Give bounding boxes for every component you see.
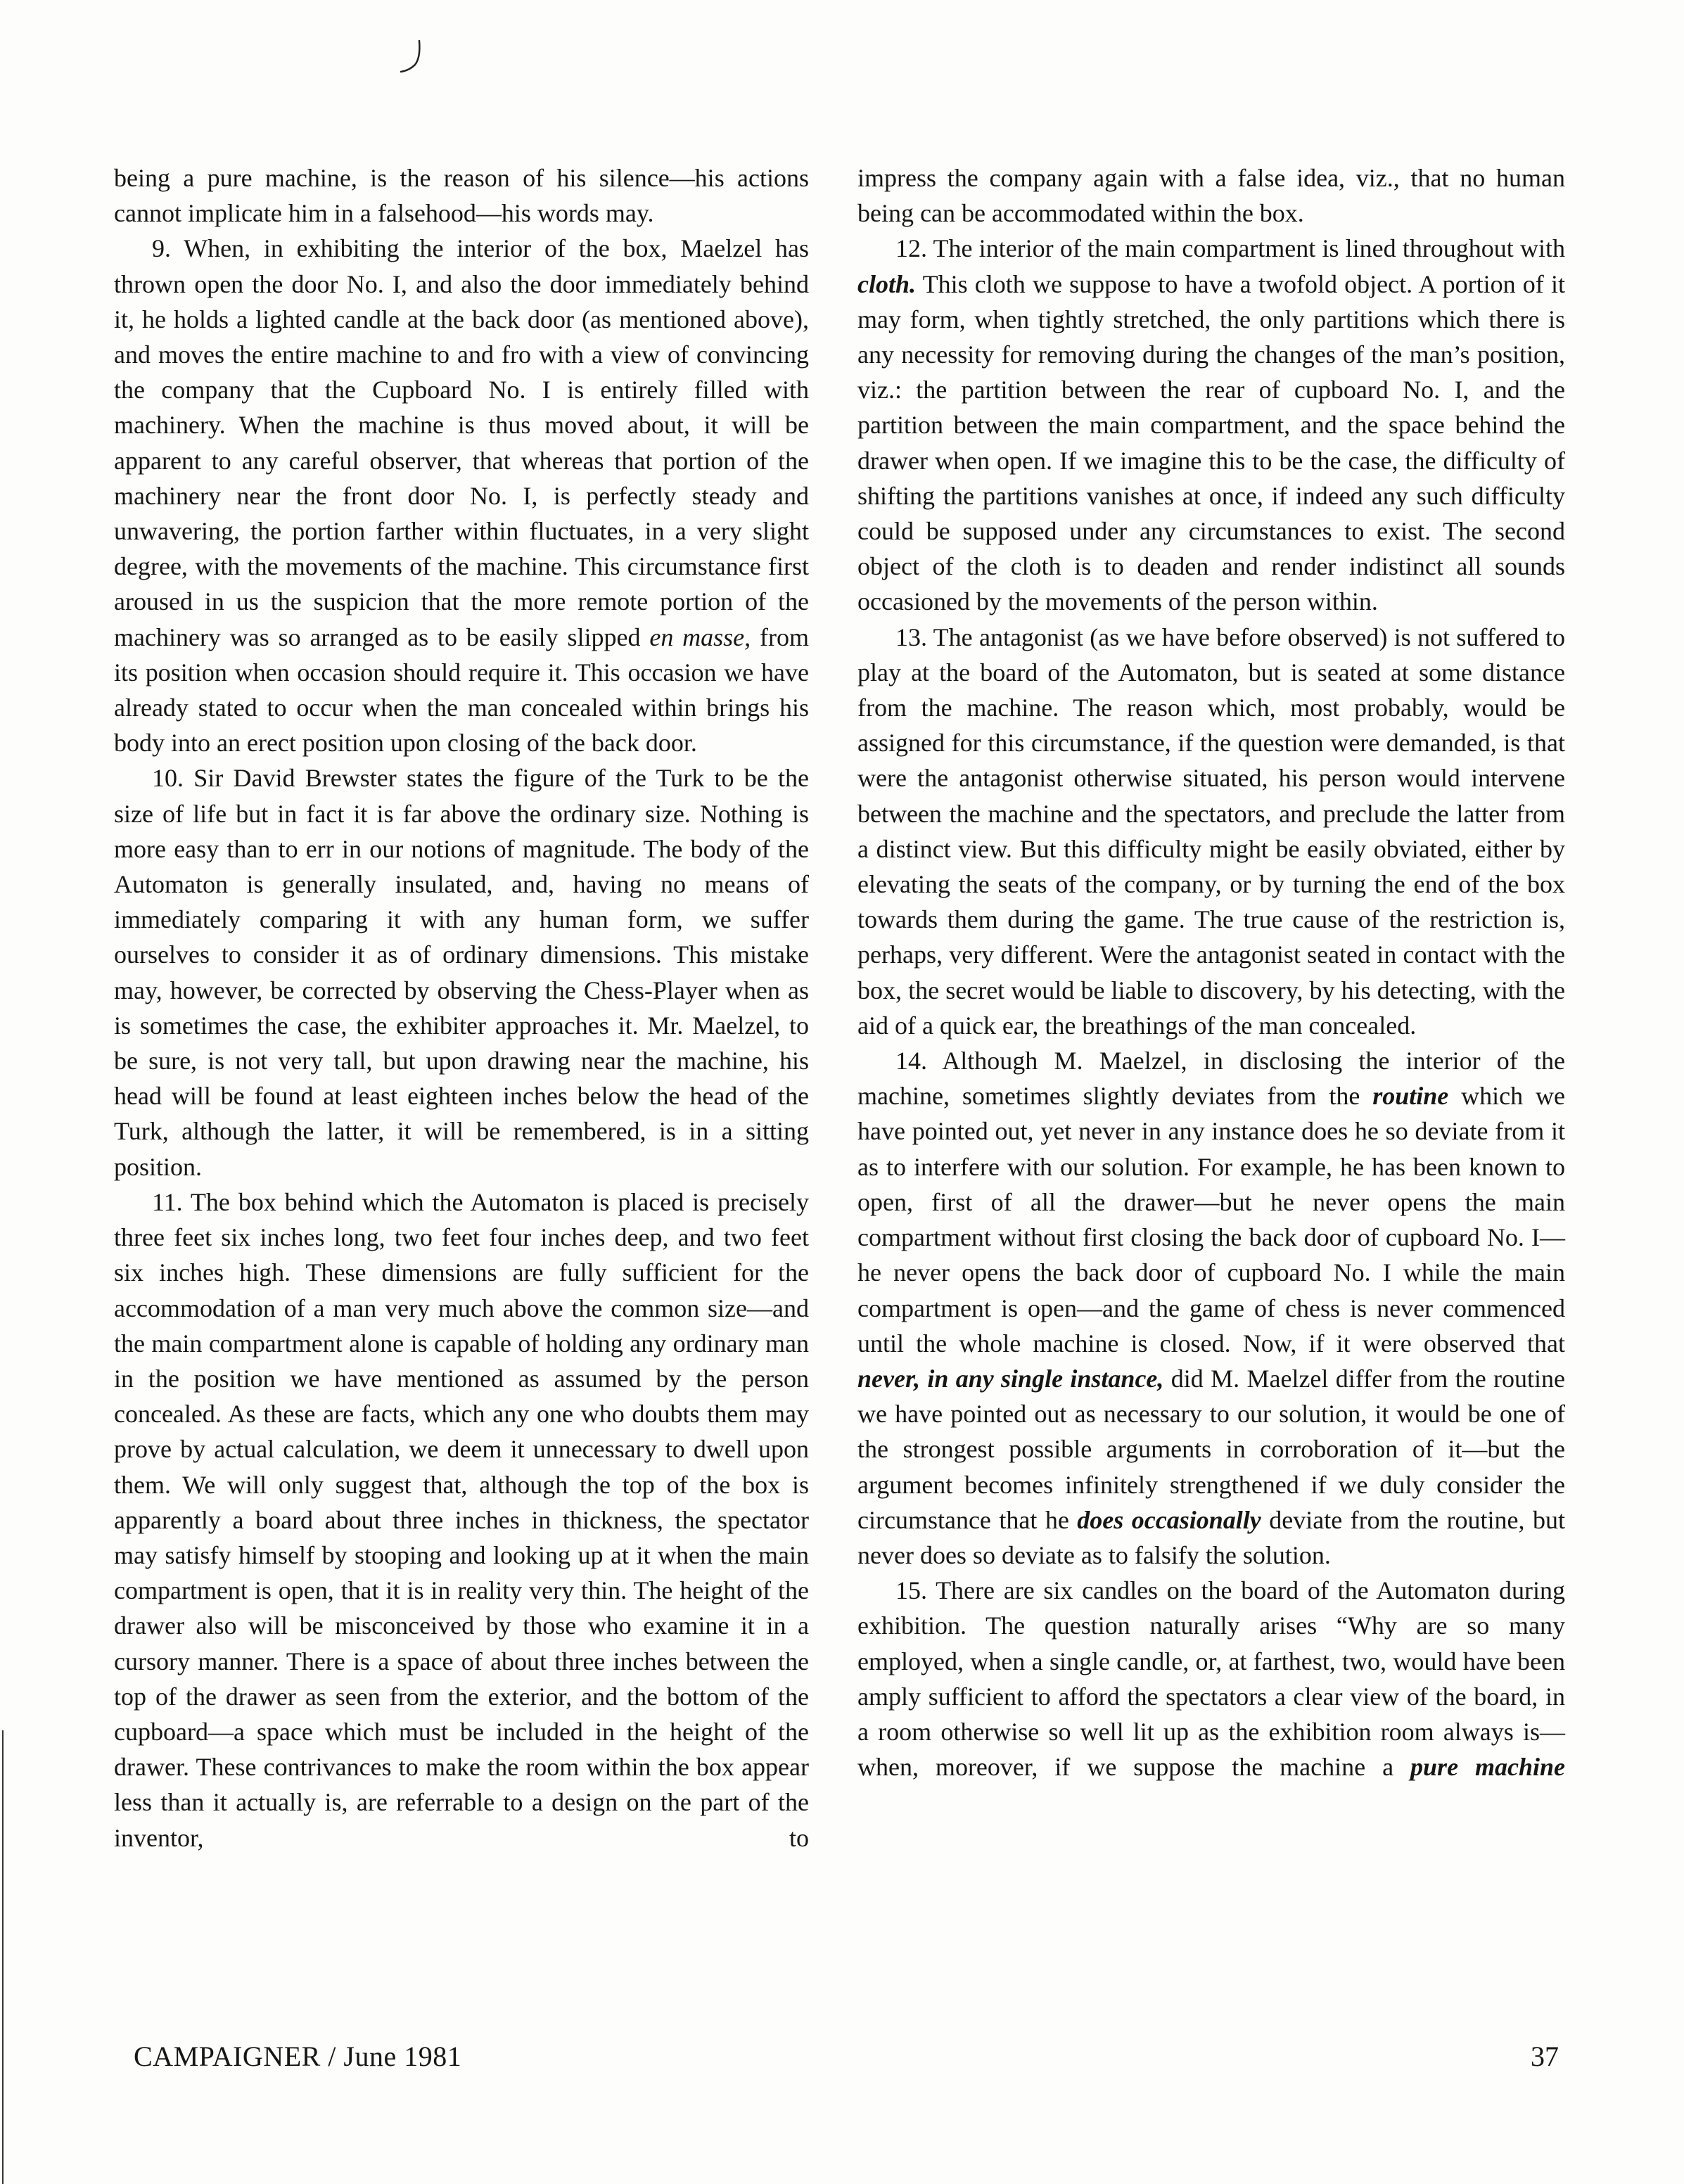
paragraph-14-text-b: which we have pointed out, yet never in any instance does he so deviate from it as to interfere with our solution. For example, he has been known to open, first of all the drawer—but he never opens the main compartment without first closing the back door of cupboard No. I—he never opens the back door of cupboard No. I while the main compartment is open—and the game of chess is never commenced until the whole machine is closed. Now, if it were observed that [857,1082,1565,1358]
paragraph-12-emphasis: cloth. [857,269,917,298]
paragraph-9-text: 9. When, in exhibiting the interior of the box, Maelzel has thrown open the door No. I, and also the door immediately behind it, he holds a lighted candle at the back door (as mentioned above), and moves the entire machine to and fro with a view of convincing the company that the Cupboard No. I is entirely filled with machinery. When the machine is thus moved about, it will be apparent to any careful observer, that whereas that portion of the machinery near the front door No. I, is perfectly steady and unwavering, the portion farther within fluctuates, in a very slight degree, with the movements of the machine. This circumstance first aroused in us the suspicion that the more remote portion of the machinery was so arranged as to be easily slipped [114,234,809,651]
paragraph-14-emphasis-routine: routine [1372,1082,1449,1111]
paragraph-9-emphasis: en masse, [649,622,751,651]
paragraph-14-emphasis-occasionally: does occasionally [1077,1505,1261,1534]
right-column [857,160,1565,1784]
paragraph-9-text-end: from its position when occasion should require it. This occasion we have already stated to occur when the man concealed within brings his body into an erect position upon closing of the back door. [114,622,809,758]
footer-publication: CAMPAIGNER / June 1981 [134,2041,462,2072]
paragraph-14-emphasis-never: never, in any single instance, [857,1364,1164,1393]
paragraph-12-text-end: This cloth we suppose to have a twofold object. A portion of it may form, when tightly stretched, the only partitions which there is any necessity for removing during the changes of the man’s position, viz.: the partition between the rear of cupboard No. I, and the partition between the main compartment, and the space behind the drawer when open. If we imagine this to be the case, the difficulty of shifting the partitions vanishes at once, if indeed any such difficulty could be supposed under any circumstances to exist. The second object of the cloth is to deaden and render indistinct all sounds occasioned by the movements of the person within. [857,269,1565,616]
paragraph-12 [857,231,1565,619]
left-edge-rule [0,1730,6,2184]
paragraph-15-emphasis: pure machine [1410,1753,1566,1782]
left-column [114,160,809,1856]
paragraph-15-text: 15. There are six candles on the board of the Automaton during exhibition. The question naturally arises “Why are so many employed, when a single candle, or, at farthest, two, would have been amply sufficient to afford the spectators a clear view of the board, in a room otherwise so well lit up as the exhibition room always is—when, moreover, if we suppose the machine a [857,1576,1565,1782]
paragraph-14-text-a: 14. Although M. Maelzel, in disclosing the interior of the machine, sometimes slightly deviates from the [857,1047,1565,1111]
paragraph-10: 10. Sir David Brewster states the figure of the Turk to be the size of life but in fact it is far above the ordinary size. Nothing is more easy than to err in our notions of magnitude. The body of the Automaton is generally insulated, and, having no means of immediately comparing it with any human form, we suffer ourselves to consider it as of ordinary dimensions. This mistake may, however, be corrected by observing the Chess-Player when as is sometimes the case, the exhibiter approaches it. Mr. Maelzel, to be sure, is not very tall, but upon drawing near the machine, his head will be found at least eighteen inches below the head of the Turk, although the latter, it will be remembered, is in a sitting position. [114,764,809,1181]
paragraph-15 [857,1573,1565,1784]
paragraph-13: 13. The antagonist (as we have before observed) is not suffered to play at the board of the Automaton, but is seated at some distance from the machine. The reason which, most probably, would be assigned for this circumstance, if the question were demanded, is that were the antagonist otherwise situated, his person would intervene between the machine and the spectators, and preclude the latter from a distinct view. But this difficulty might be easily obviated, either by elevating the seats of the company, or by turning the end of the box towards them during the game. The true cause of the restriction is, perhaps, very different. Were the antagonist seated in contact with the box, the secret would be liable to discovery, by his detecting, with the aid of a quick ear, the breathings of the man concealed. [857,622,1565,1040]
paragraph-continued: impress the company again with a false idea, viz., that no human being can be accommodated within the box. [857,164,1565,228]
paragraph-14 [857,1043,1565,1573]
paragraph-14-text-d: deviate from the routine, but never does so deviate as to falsify the solution. [857,1505,1566,1569]
pen-mark [394,37,429,79]
paragraph-12-text: 12. The interior of the main compartment is lined throughout with [895,234,1565,263]
footer-page-number: 37 [1531,2041,1559,2072]
paragraph-9 [114,231,809,760]
paragraph-14-text-c: did M. Maelzel differ from the routine we have pointed out as necessary to our solution, it would be one of the strongest possible arguments in corroboration of it—but the argument becomes infinitely strengthened if we duly consider the circumstance that he [857,1364,1566,1534]
paragraph-11: 11. The box behind which the Automaton is placed is precisely three feet six inches long, two feet four inches deep, and two feet six inches high. These dimensions are fully sufficient for the accommodation of a man very much above the common size—and the main compartment alone is capable of holding any ordinary man in the position we have mentioned as assumed by the person concealed. As these are facts, which any one who doubts them may prove by actual calculation, we deem it unnecessary to dwell upon them. We will only suggest that, although the top of the box is apparently a board about three inches in thickness, the spectator may satisfy himself by stooping and looking up at it when the main compartment is open, that it is in reality very thin. The height of the drawer also will be misconceived by those who examine it in a cursory manner. There is a space of about three inches between the top of the drawer as seen from the exterior, and the bottom of the cupboard—a space which must be included in the height of the drawer. These contrivances to make the room within the box appear less than it actually is, are referrable to a design on the part of the inventor, to [114,1187,809,1852]
paragraph-continued: being a pure machine, is the reason of his silence—his actions cannot implicate him in a falsehood—his words may. [114,164,809,228]
